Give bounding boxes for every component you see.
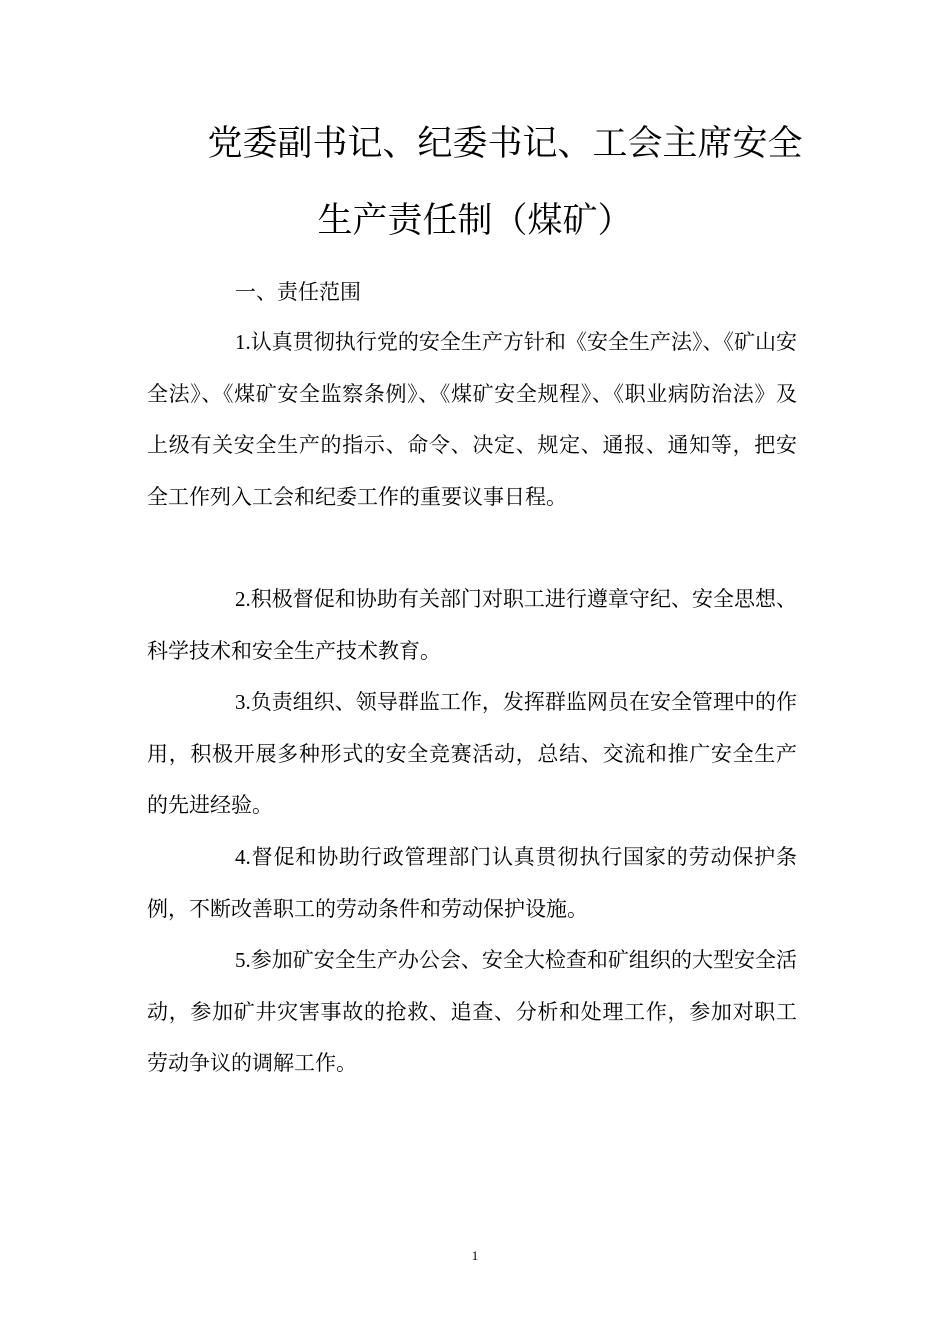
document-title-line-1: 党委副书记、纪委书记、工会主席安全 bbox=[207, 124, 803, 164]
page-number: 1 bbox=[471, 1248, 479, 1263]
paragraph-2 bbox=[147, 574, 797, 677]
paragraph-1 bbox=[147, 317, 797, 524]
paragraph-text: 认真贯彻执行党的安全生产方针和《安全生产法》、《矿山安全法》、《煤矿安全监察条例》、《煤矿安全规程》、《职业病防治法》及上级有关安全生产的指示、命令、决定、规定、通报、通知等，把安全工作列入工会和纪委工作的重要议事日程。 bbox=[147, 330, 797, 510]
paragraph-number: 2. bbox=[235, 587, 251, 611]
paragraph-text: 参加矿安全生产办公会、安全大检查和矿组织的大型安全活动，参加矿井灾害事故的抢救、追查、分析和处理工作，参加对职工劳动争议的调解工作。 bbox=[147, 948, 797, 1076]
document-title-line-2: 生产责任制（煤矿） bbox=[317, 201, 633, 241]
paragraph-text: 负责组织、领导群监工作，发挥群监网员在安全管理中的作用，积极开展多种形式的安全竞赛活动，总结、交流和推广安全生产的先进经验。 bbox=[147, 690, 797, 818]
paragraph-number: 1. bbox=[235, 330, 251, 354]
section-heading: 一、责任范围 bbox=[235, 280, 361, 304]
paragraph-4 bbox=[147, 832, 797, 935]
paragraph-number: 4. bbox=[235, 845, 251, 869]
paragraph-5 bbox=[147, 935, 797, 1090]
paragraph-number: 5. bbox=[235, 948, 251, 972]
paragraph-text: 督促和协助行政管理部门认真贯彻执行国家的劳动保护条例，不断改善职工的劳动条件和劳动保护设施。 bbox=[147, 845, 797, 921]
paragraph-number: 3. bbox=[235, 690, 251, 714]
paragraph-3 bbox=[147, 677, 797, 832]
paragraph-text: 积极督促和协助有关部门对职工进行遵章守纪、安全思想、科学技术和安全生产技术教育。 bbox=[147, 587, 797, 663]
